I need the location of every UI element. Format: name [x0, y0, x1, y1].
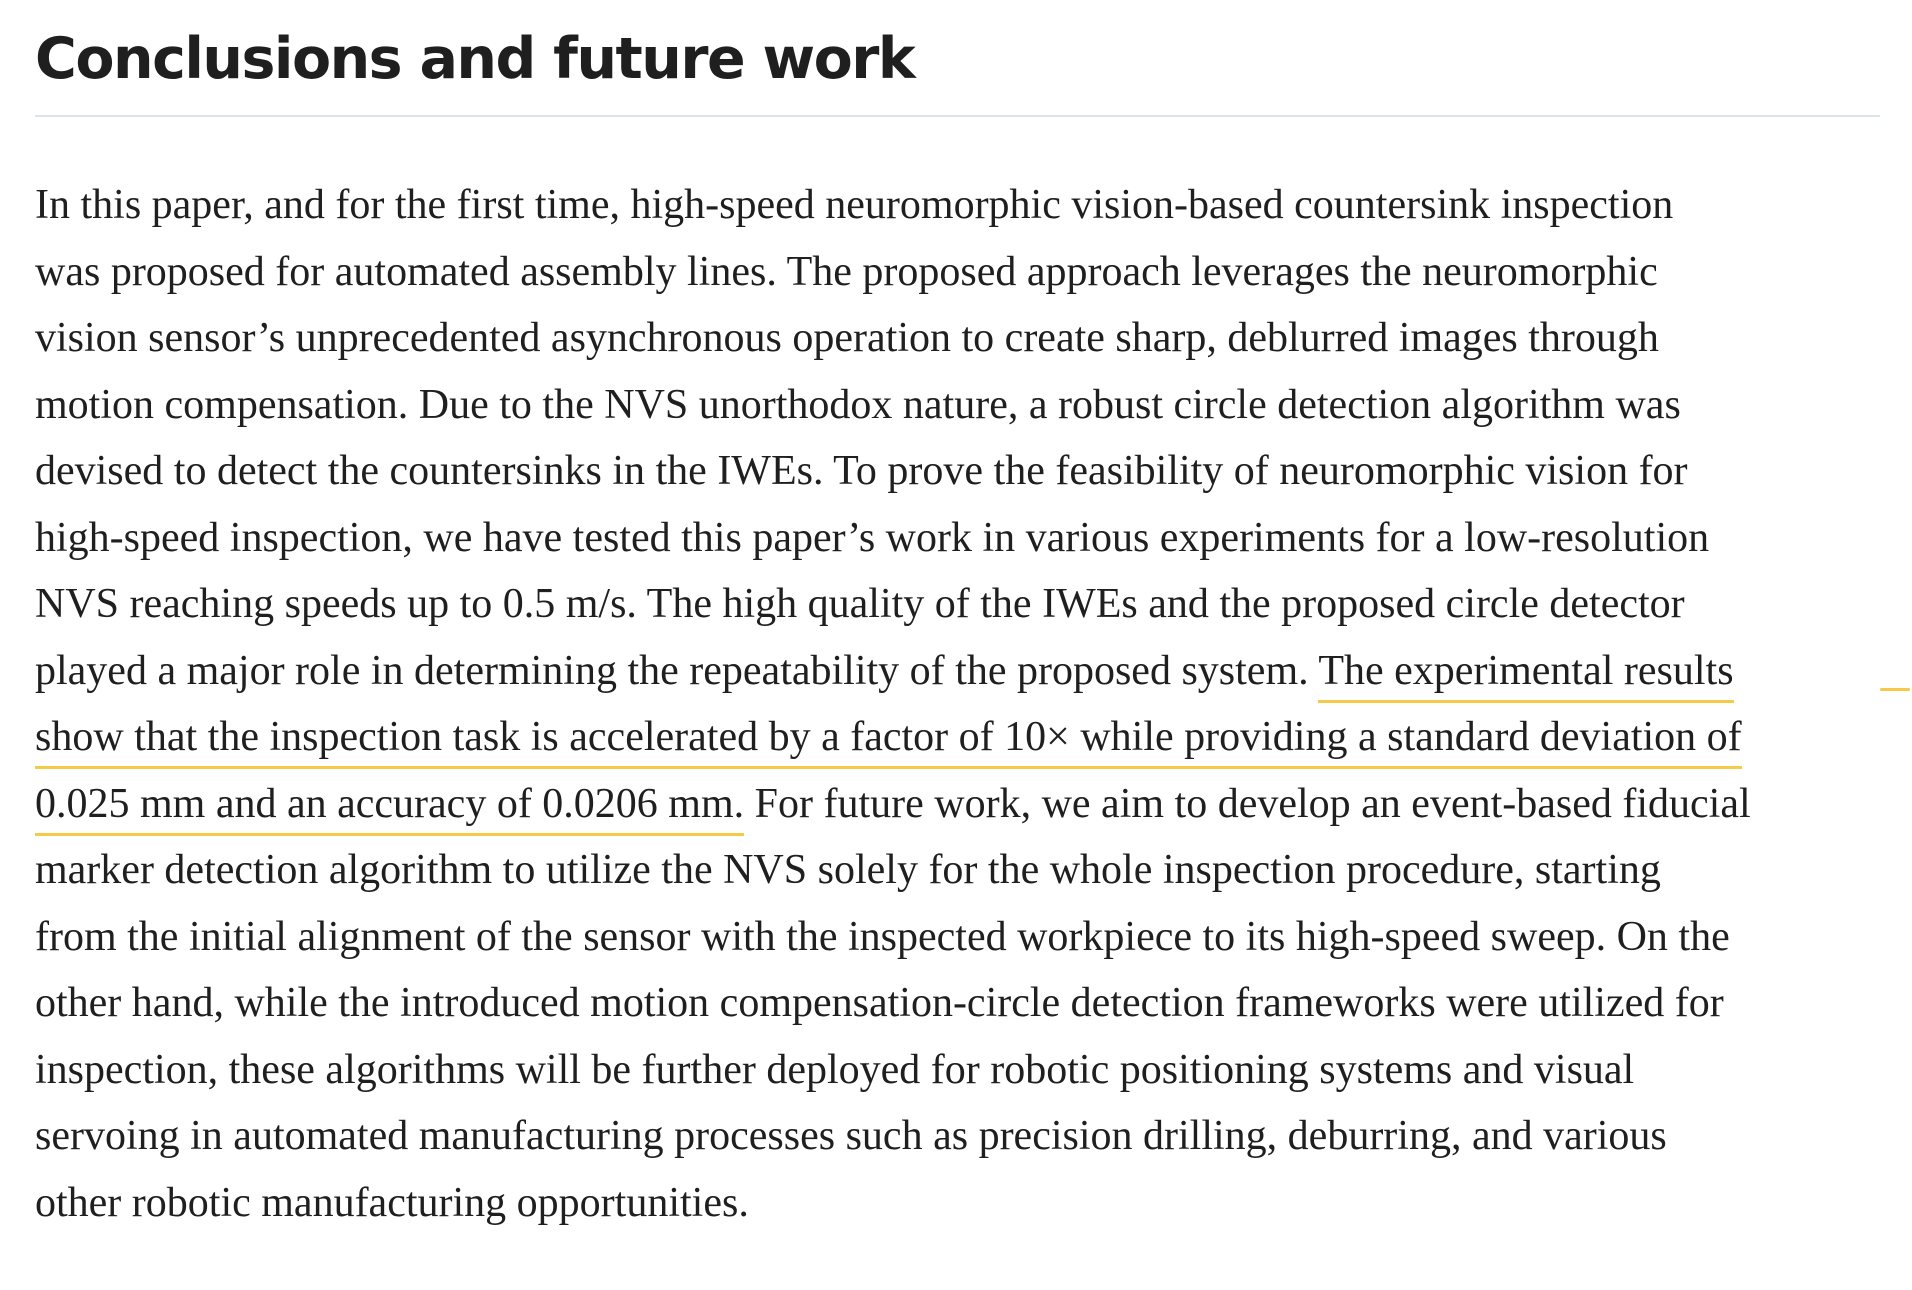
line-text: other hand, while the introduced motion compensation-circle detection frameworks were utilized for — [35, 980, 1724, 1026]
paragraph-line — [35, 904, 1912, 971]
paragraph-line — [35, 837, 1912, 904]
line-text: motion compensation. Due to the NVS unorthodox nature, a robust circle detection algorithm was — [35, 381, 1681, 428]
line-text: NVS reaching speeds up to 0.5 m/s. The high quality of the IWEs and the proposed circle detector — [35, 581, 1685, 627]
line-text: inspection, these algorithms will be further deployed for robotic positioning systems and visual — [35, 1046, 1635, 1093]
paragraph-line — [35, 438, 1912, 505]
line-text: In this paper, and for the first time, high-speed neuromorphic vision-based countersink inspection — [35, 182, 1674, 228]
paragraph-line — [35, 1170, 1912, 1237]
paragraph-line — [35, 704, 1912, 771]
line-text: devised to detect the countersinks in the IWEs. To prove the feasibility of neuromorphic vision for — [35, 448, 1688, 494]
line-text: For future work, we aim to develop an event-based fiducial — [744, 780, 1751, 827]
line-text: high-speed inspection, we have tested this paper’s work in various experiments for a low-resolution — [35, 514, 1710, 561]
line-text: played a major role in determining the repeatability of the proposed system. — [35, 647, 1319, 694]
conclusions-paragraph — [35, 172, 1912, 1236]
line-text: was proposed for automated assembly lines. The proposed approach leverages the neuromorphic — [35, 248, 1658, 295]
paragraph-line — [35, 305, 1912, 372]
section-heading: Conclusions and future work — [35, 26, 915, 92]
line-text: vision sensor’s unprecedented asynchronous operation to create sharp, deblurred images through — [35, 315, 1659, 361]
paragraph-line — [35, 771, 1912, 838]
line-text: from the initial alignment of the sensor with the inspected workpiece to its high-speed sweep. On the — [35, 913, 1730, 960]
paragraph-line — [35, 239, 1912, 306]
highlight-underline-tail — [1880, 688, 1910, 691]
paragraph-line — [35, 1037, 1912, 1104]
paragraph-line — [35, 1103, 1912, 1170]
heading-divider — [35, 115, 1880, 117]
highlighted-text: 0.025 mm and an accuracy of 0.0206 mm. — [35, 781, 744, 836]
highlighted-text: show that the inspection task is accelerated by a factor of 10× while providing a standard deviation of — [35, 714, 1742, 769]
line-text: servoing in automated manufacturing processes such as precision drilling, deburring, and various — [35, 1113, 1667, 1159]
highlighted-text: The experimental results — [1318, 648, 1733, 703]
paragraph-line — [35, 372, 1912, 439]
paragraph-line — [35, 571, 1912, 638]
line-text: other robotic manufacturing opportunities. — [35, 1179, 749, 1226]
line-text: marker detection algorithm to utilize the NVS solely for the whole inspection procedure, starting — [35, 847, 1661, 893]
paragraph-line — [35, 638, 1912, 705]
paragraph-line — [35, 970, 1912, 1037]
paragraph-line — [35, 172, 1912, 239]
paragraph-line — [35, 505, 1912, 572]
